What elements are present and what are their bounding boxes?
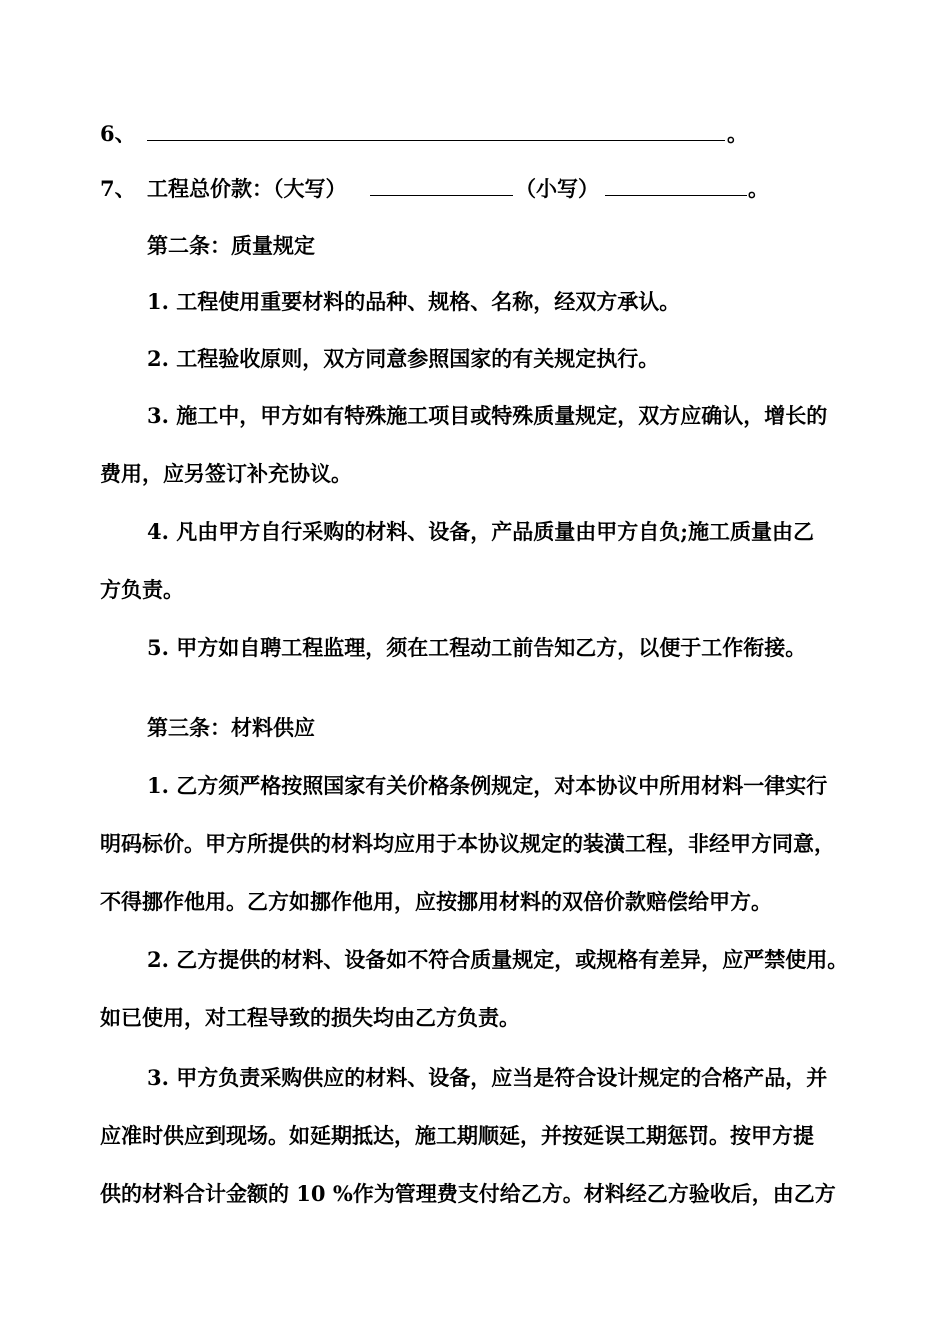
section-2-item-3-line-2: 费用，应另签订补充协议。 (100, 461, 352, 486)
section-3-item-2-line-1: 2. 乙方提供的材料、设备如不符合质量规定，或规格有差异，应严禁使用。 (147, 947, 849, 972)
item-6-blank[interactable] (147, 120, 725, 141)
section-2-item-4-line-2: 方负责。 (100, 577, 184, 602)
section-2-item-4-line-1: 4. 凡由甲方自行采购的材料、设备，产品质量由甲方自负;施工质量由乙 (147, 519, 814, 544)
item-7-number: 7、 (100, 176, 136, 201)
item-6-number: 6、 (100, 121, 136, 146)
total-price-lowercase-blank[interactable] (605, 175, 747, 196)
section-3-item-1-line-1: 1. 乙方须严格按照国家有关价格条例规定，对本协议中所用材料一律实行 (147, 773, 828, 798)
total-price-uppercase-blank[interactable] (370, 175, 513, 196)
section-2-item-2: 2. 工程验收原则，双方同意参照国家的有关规定执行。 (147, 346, 660, 371)
section-3-item-3-line-1: 3. 甲方负责采购供应的材料、设备，应当是符合设计规定的合格产品，并 (147, 1065, 828, 1090)
section-3-item-3-line-2: 应准时供应到现场。如延期抵达，施工期顺延，并按延误工期惩罚。按甲方提 (100, 1123, 814, 1148)
section-3-item-2-line-2: 如已使用，对工程导致的损失均由乙方负责。 (100, 1005, 520, 1030)
section-2-item-3-line-1: 3. 施工中，甲方如有特殊施工项目或特殊质量规定，双方应确认，增长的 (147, 403, 828, 428)
section-3-item-3-line-3: 供的材料合计金额的 10 %作为管理费支付给乙方。材料经乙方验收后，由乙方 (100, 1181, 836, 1206)
section-3-heading: 第三条：材料供应 (147, 715, 315, 740)
section-3-item-1-line-2: 明码标价。甲方所提供的材料均应用于本协议规定的装潢工程，非经甲方同意， (100, 831, 835, 856)
section-2-item-1: 1. 工程使用重要材料的品种、规格、名称，经双方承认。 (147, 289, 681, 314)
section-2-heading: 第二条：质量规定 (147, 233, 315, 258)
section-2-item-5: 5. 甲方如自聘工程监理，须在工程动工前告知乙方，以便于工作衔接。 (147, 635, 807, 660)
item-7-end: 。 (748, 176, 769, 201)
item-7-middle: （小写） (515, 176, 599, 201)
item-7-label: 工程总价款：（大写） (147, 176, 347, 201)
item-6-end: 。 (727, 121, 748, 146)
section-3-item-1-line-3: 不得挪作他用。乙方如挪作他用，应按挪用材料的双倍价款赔偿给甲方。 (100, 889, 772, 914)
